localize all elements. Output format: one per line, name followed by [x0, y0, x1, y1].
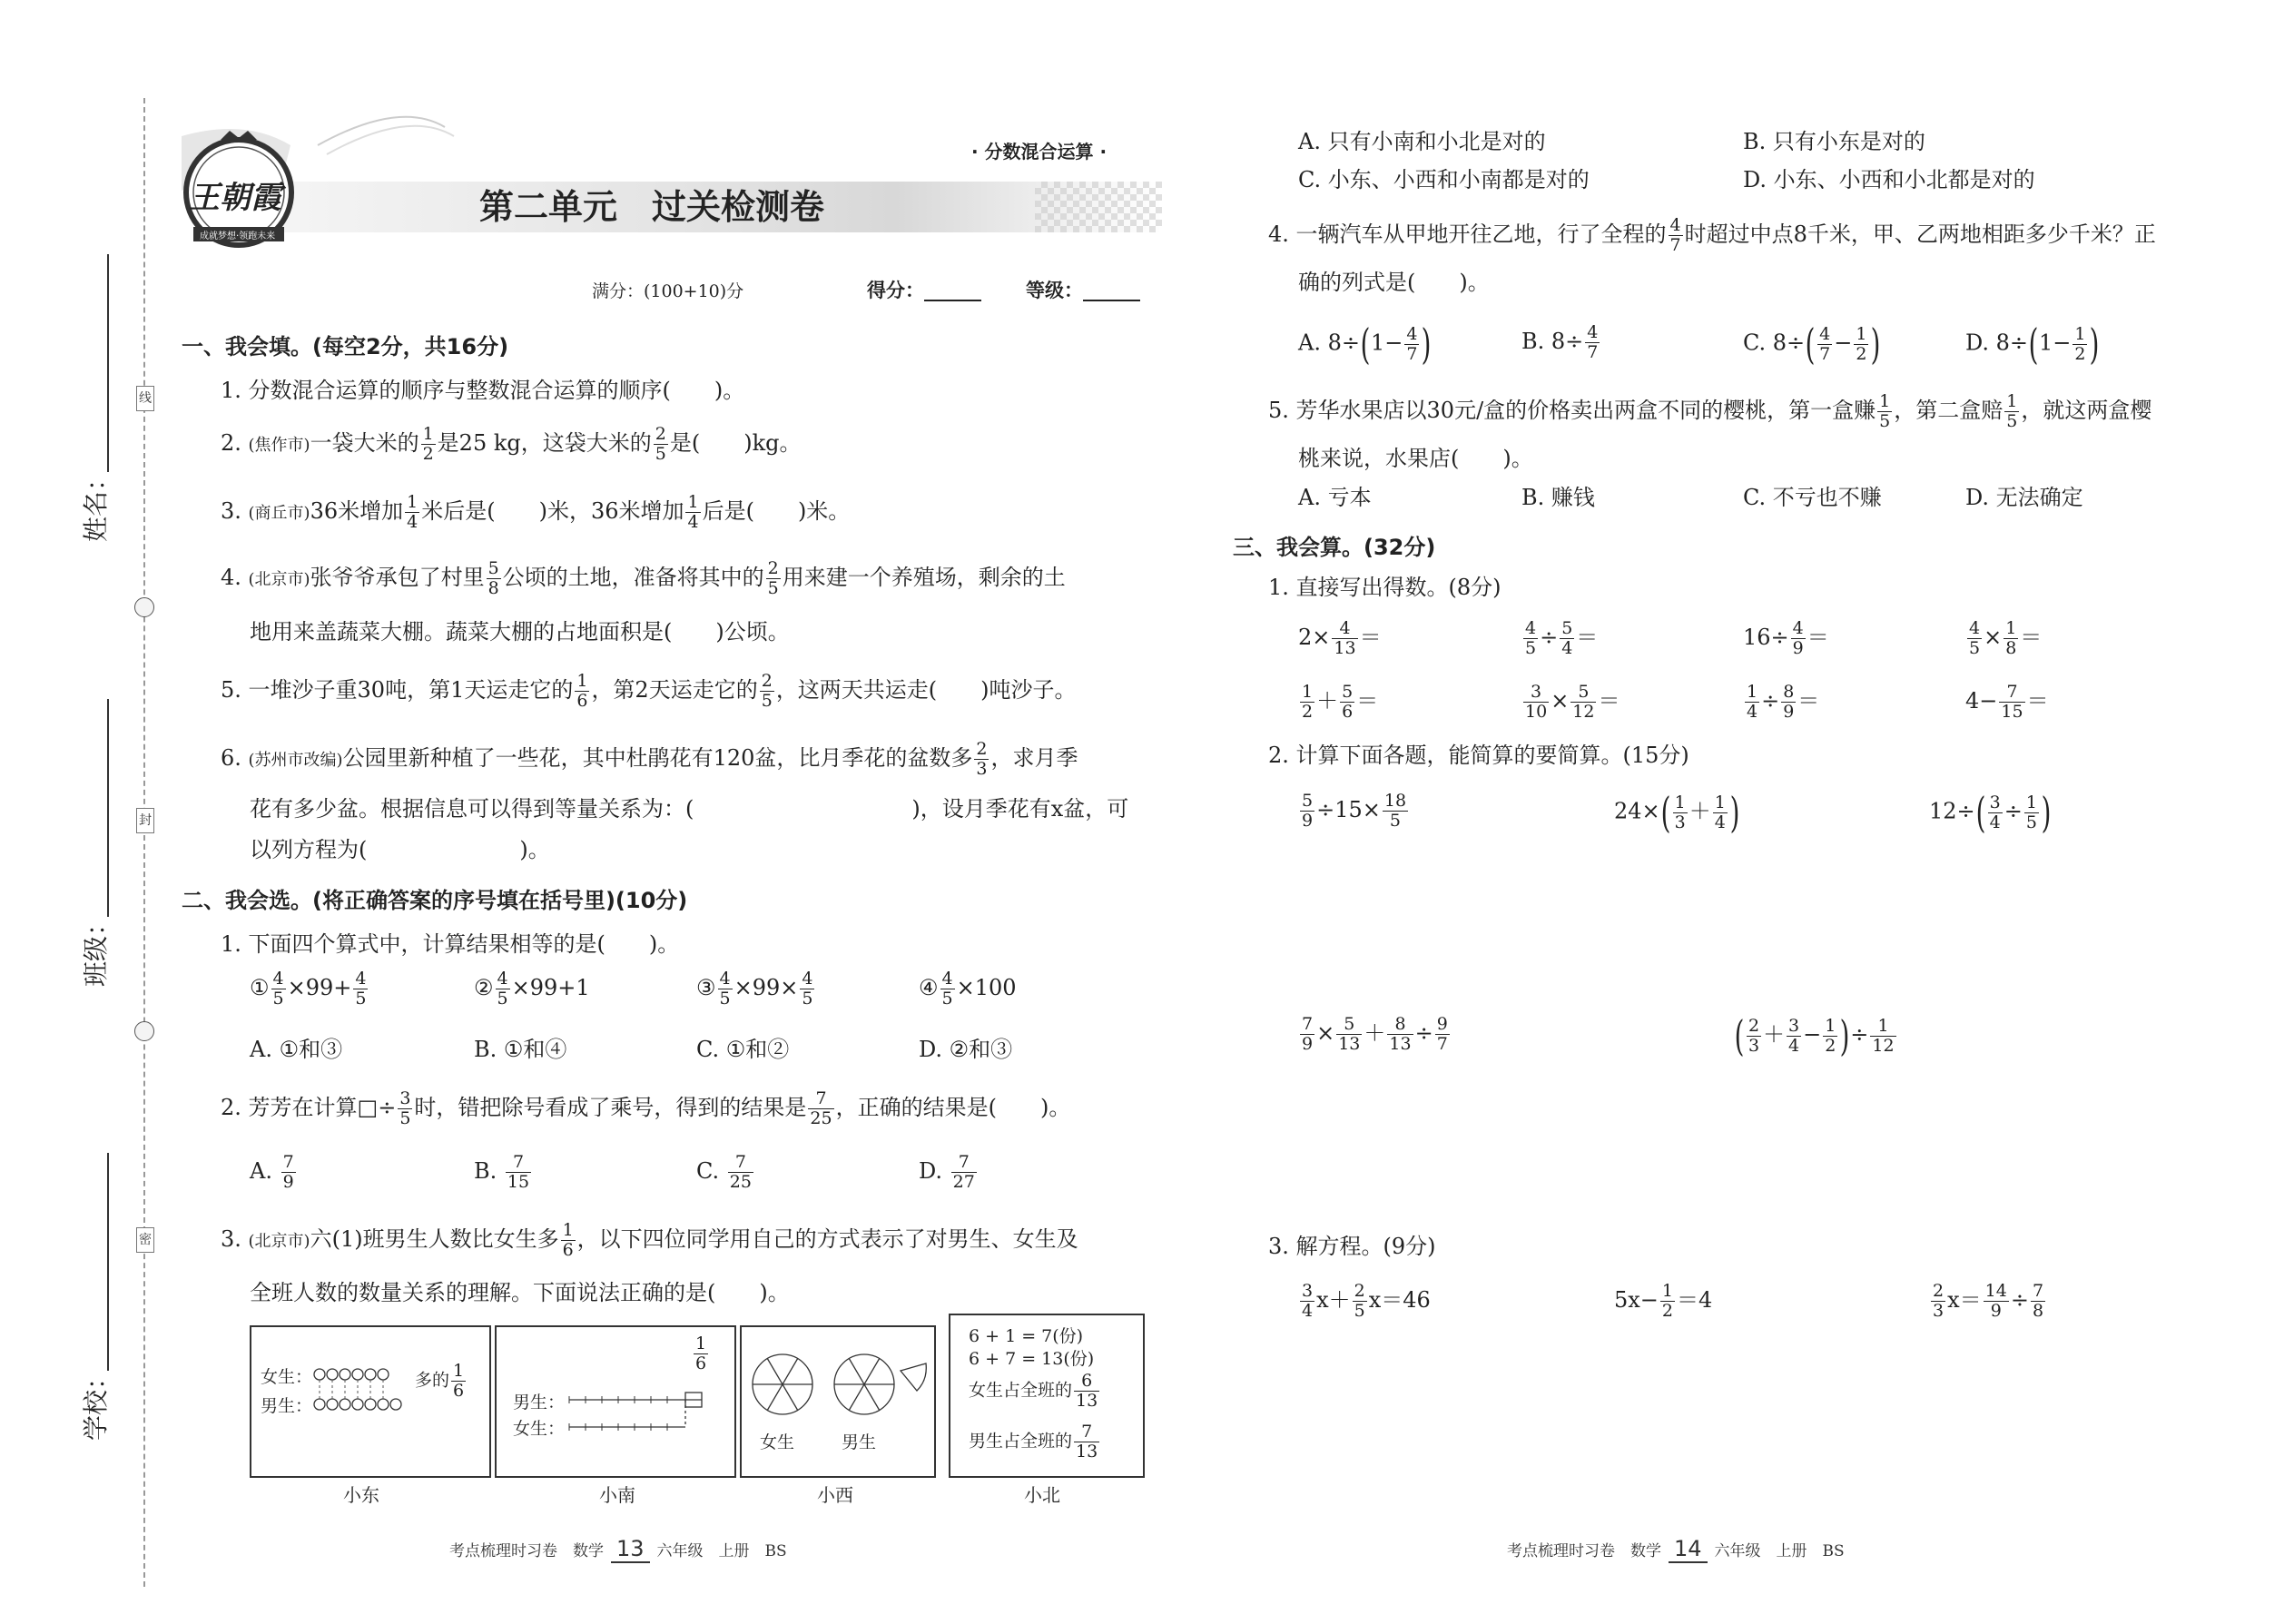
grade-field: 等级：______	[1026, 280, 1140, 301]
calc-2: $\frac{4}{5}$ ÷ $\frac{5}{4}$ ＝	[1525, 618, 1599, 658]
nan-fraction: $\frac{1}{6}$	[695, 1334, 707, 1373]
s2-q4-line2: 确的列式是( )。	[1298, 270, 1490, 295]
s1-q3: 3. (商丘市)36米增加 $\frac{1}{4}$ 米后是( )米，36米增加 $\frac{1}{4}$ 后是( )米。	[221, 492, 851, 532]
s1-q5: 5. 一堆沙子重30吨，第1天运走它的 $\frac{1}{6}$ ，第2天运走它的 $\frac{2}{5}$ ，这两天共运走( )吨沙子。	[221, 671, 1077, 711]
s2-q1-expr-3: ③ $\frac{4}{5}$ ×99× $\frac{4}{5}$	[696, 969, 813, 1009]
school-label: 学校：	[81, 1363, 112, 1442]
section-2-heading: 二、我会选。(将正确答案的序号填在括号里)(10分)	[182, 888, 688, 913]
s2-q3-option-b: B. 只有小东是对的	[1743, 129, 1925, 154]
s2-q3: 3. (北京市)六(1)班男生人数比女生多 $\frac{1}{6}$ ，以下四位同学用自己的方式表示了对男生、女生及	[221, 1220, 1078, 1260]
nan-segment-icon	[567, 1382, 722, 1436]
simplify-3: 12÷( $\frac{3}{4}$ ÷ $\frac{1}{5}$ )	[1929, 788, 2052, 837]
simplify-2: 24×( $\frac{1}{3}$ ＋ $\frac{1}{4}$ )	[1614, 788, 1740, 837]
bei-line-1: 6 + 1 = 7(份)	[969, 1326, 1084, 1346]
s1-q6: 6. (苏州市改编)公园里新种植了一些花，其中杜鹃花有120盆，比月季花的盆数多 $\frac{2}{3}$ ，求月季	[221, 739, 1078, 779]
dong-boys-label: 男生：	[261, 1396, 313, 1416]
s2-q4-option-d: D. 8÷(1− $\frac{1}{2}$ )	[1965, 320, 2100, 369]
seal-mi: 密	[136, 1227, 154, 1253]
s2-q5-option-a: A. 亏本	[1298, 485, 1372, 510]
page-title: 第二单元 过关检测卷	[479, 187, 825, 227]
logo-name: 王朝霞	[189, 180, 281, 216]
s2-q5-option-b: B. 赚钱	[1521, 485, 1595, 510]
nan-girls-label: 女生：	[513, 1419, 566, 1439]
calc-7: $\frac{1}{4}$ ÷ $\frac{8}{9}$ ＝	[1747, 682, 1820, 722]
s2-q5: 5. 芳华水果店以30元/盒的价格卖出两盒不同的樱桃，第一盒赚 $\frac{1}{5}$ ，第二盒赔 $\frac{1}{5}$ ，就这两盒樱	[1268, 391, 2152, 431]
topic-label: · 分数混合运算 ·	[971, 141, 1108, 162]
full-score: 满分：(100+10)分	[592, 281, 744, 301]
seal-xian: 线	[136, 386, 154, 411]
s2-q1-expr-2: ② $\frac{4}{5}$ ×99+1	[474, 969, 590, 1009]
binding-hole-icon	[134, 1021, 154, 1041]
s2-q1-option-b: B. ①和④	[474, 1037, 567, 1062]
s2-q1-expr-4: ④ $\frac{4}{5}$ ×100	[919, 969, 1017, 1009]
calc-8: 4− $\frac{7}{15}$ ＝	[1965, 682, 2049, 722]
checker-pattern	[1035, 182, 1162, 232]
name-label: 姓名：	[81, 465, 112, 543]
s2-q3-line2: 全班人数的数量关系的理解。下面说法正确的是( )。	[250, 1280, 790, 1305]
simplify-1: $\frac{5}{9}$ ÷15× $\frac{18}{5}$	[1302, 791, 1407, 831]
s1-q4: 4. (北京市)张爷爷承包了村里 $\frac{5}{8}$ 公顷的土地，准备将其中的 $\frac{2}{5}$ 用来建一个养殖场，剩余的土	[221, 558, 1066, 598]
s2-q4-option-c: C. 8÷( $\frac{4}{7}$ − $\frac{1}{2}$ )	[1743, 320, 1881, 369]
s2-q2-option-c: C. $\frac{7}{25}$	[696, 1152, 752, 1192]
section-1-heading: 一、我会填。(每空2分，共16分)	[182, 334, 509, 359]
s2-q1: 1. 下面四个算式中，计算结果相等的是( )。	[221, 931, 680, 957]
footer-grade: 六年级 上册 BS	[656, 1542, 787, 1560]
xi-boys-label: 男生	[842, 1432, 877, 1452]
s3-part-1: 1. 直接写出得数。(8分)	[1268, 575, 1501, 600]
footer-right	[1507, 1536, 1845, 1563]
dong-more-label: 多的 $\frac{1}{6}$	[415, 1361, 465, 1401]
s2-q4: 4. 一辆汽车从甲地开往乙地，行了全程的 $\frac{4}{7}$ 时超过中点8千米，甲、乙两地相距多少千米？正	[1268, 215, 2156, 255]
score-field: 得分：______	[867, 280, 981, 301]
diagram-xiaodong-name: 小东	[343, 1484, 379, 1506]
footer-book: 考点梳理时习卷 数学	[1507, 1542, 1661, 1560]
s2-q3-option-a: A. 只有小南和小北是对的	[1298, 129, 1546, 154]
simplify-4: $\frac{7}{9}$ × $\frac{5}{13}$ ＋ $\frac{8}{13}$ ÷ $\frac{9}{7}$	[1302, 1014, 1448, 1054]
equation-3: $\frac{2}{3}$ x＝ $\frac{14}{9}$ ÷ $\frac{7}{8}$	[1933, 1281, 2044, 1321]
s2-q1-option-c: C. ①和②	[696, 1037, 790, 1062]
s2-q4-option-a: A. 8÷(1− $\frac{4}{7}$ )	[1298, 320, 1432, 369]
calc-1: 2× $\frac{4}{13}$ ＝	[1298, 618, 1382, 658]
footer-left	[449, 1536, 787, 1563]
s2-q5-option-c: C. 不亏也不赚	[1743, 485, 1882, 510]
equation-2: 5x− $\frac{1}{2}$ ＝4	[1614, 1281, 1713, 1321]
s1-q6-line3: 以列方程为( )。	[250, 837, 550, 862]
nan-boys-label: 男生：	[513, 1393, 566, 1412]
s2-q4-option-b: B. 8÷ $\frac{4}{7}$	[1521, 322, 1599, 362]
s2-q1-option-a: A. ①和③	[250, 1037, 343, 1062]
school-underline	[107, 1153, 109, 1371]
page-number: 13	[611, 1536, 650, 1563]
footer-book: 考点梳理时习卷 数学	[449, 1542, 604, 1560]
diagram-xiaonan-name: 小南	[599, 1484, 635, 1506]
s1-q1: 1. 分数混合运算的顺序与整数混合运算的顺序( )。	[221, 378, 745, 403]
calc-6: $\frac{3}{10}$ × $\frac{5}{12}$ ＝	[1525, 682, 1620, 722]
simplify-5: ( $\frac{2}{3}$ ＋ $\frac{3}{4}$ − $\frac{1}{2}$ )÷ $\frac{1}{12}$	[1734, 1011, 1895, 1060]
s2-q3-option-d: D. 小东、小西和小北都是对的	[1743, 167, 2035, 192]
seal-feng: 封	[136, 808, 154, 833]
diagram-xiaonan	[495, 1325, 736, 1478]
class-underline	[107, 699, 109, 917]
logo-slogan: 成就梦想·领跑未来	[200, 231, 276, 241]
s2-q2-option-b: B. $\frac{7}{15}$	[474, 1152, 530, 1192]
s3-part-2: 2. 计算下面各题，能简算的要简算。(15分)	[1268, 743, 1689, 768]
s2-q3-option-c: C. 小东、小西和小南都是对的	[1298, 167, 1590, 192]
section-3-heading: 三、我会算。(32分)	[1233, 535, 1436, 560]
diagram-xiaoxi-name: 小西	[817, 1484, 853, 1506]
s2-q5-option-d: D. 无法确定	[1965, 485, 2083, 510]
bei-line-2: 6 + 7 = 13(份)	[969, 1349, 1095, 1369]
s2-q2-option-a: A. $\frac{7}{9}$	[250, 1152, 294, 1192]
diagram-xiaobei	[949, 1314, 1145, 1478]
page-number: 14	[1669, 1536, 1708, 1563]
dong-girls-label: 女生：	[261, 1367, 313, 1387]
s1-q6-line2: 花有多少盆。根据信息可以得到等量关系为：( )，设月季花有x盆，可	[250, 796, 1129, 822]
bei-line-3: 女生占全班的 $\frac{6}{13}$	[969, 1371, 1098, 1411]
s2-q1-option-d: D. ②和③	[919, 1037, 1013, 1062]
bei-line-4: 男生占全班的 $\frac{7}{13}$	[969, 1422, 1098, 1462]
s1-q4-line2: 地用来盖蔬菜大棚。蔬菜大棚的占地面积是( )公顷。	[250, 619, 790, 645]
calc-5: $\frac{1}{2}$ ＋ $\frac{5}{6}$ ＝	[1302, 682, 1379, 722]
s2-q5-line2: 桃来说，水果店( )。	[1298, 446, 1533, 471]
binding-hole-icon	[134, 597, 154, 617]
footer-grade: 六年级 上册 BS	[1714, 1542, 1845, 1560]
name-underline	[107, 254, 109, 472]
calc-4: $\frac{4}{5}$ × $\frac{1}{8}$ ＝	[1969, 618, 2043, 658]
class-label: 班级：	[81, 910, 112, 988]
xi-girls-label: 女生	[760, 1432, 795, 1452]
calc-3: 16÷ $\frac{4}{9}$ ＝	[1743, 618, 1829, 658]
s3-part-3: 3. 解方程。(9分)	[1268, 1234, 1436, 1259]
s2-q1-expr-1: ① $\frac{4}{5}$ ×99+ $\frac{4}{5}$	[250, 969, 367, 1009]
equation-1: $\frac{3}{4}$ x＋ $\frac{2}{5}$ x＝46	[1302, 1281, 1431, 1321]
cut-line	[143, 98, 145, 1587]
xi-pie-icon	[746, 1343, 928, 1425]
diagram-xiaodong	[250, 1325, 491, 1478]
s2-q2: 2. 芳芳在计算□÷ $\frac{3}{5}$ 时，错把除号看成了乘号，得到的结果是 $\frac{7}{25}$ ，正确的结果是( )。	[221, 1088, 1071, 1128]
dong-circles-icon	[313, 1363, 431, 1418]
s1-q2: 2. (焦作市)一袋大米的 $\frac{1}{2}$ 是25 kg，这袋大米的 $\frac{2}{5}$ 是( )kg。	[221, 424, 802, 464]
diagram-xiaobei-name: 小北	[1024, 1484, 1060, 1506]
diagram-xiaoxi	[740, 1325, 936, 1478]
s2-q2-option-d: D. $\frac{7}{27}$	[919, 1152, 975, 1192]
